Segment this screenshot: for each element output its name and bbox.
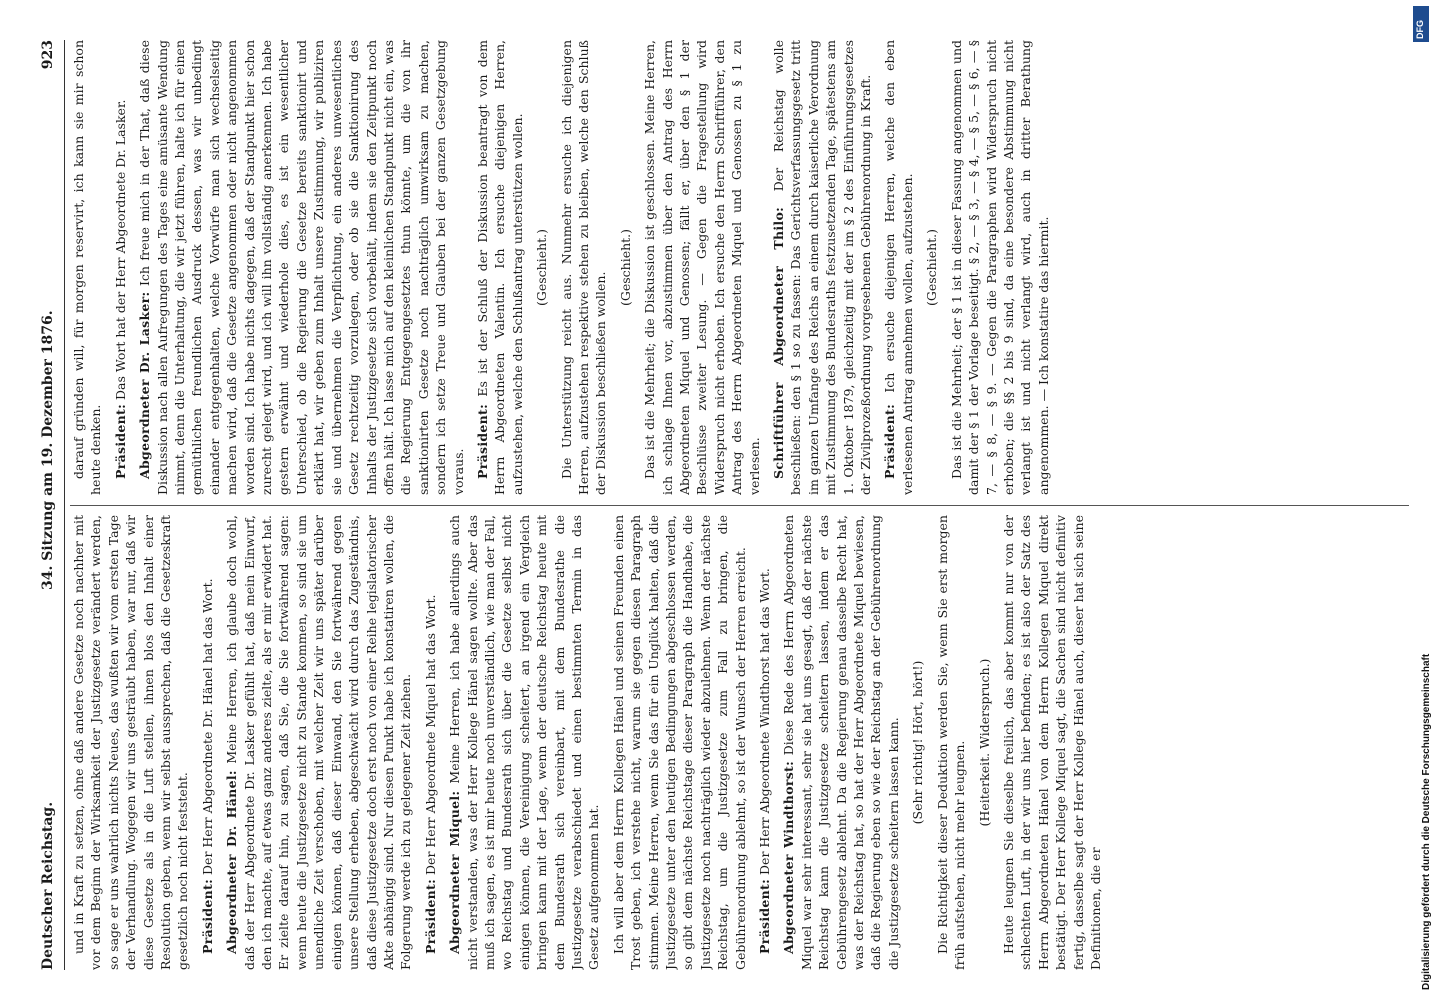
header-session: 34. Sitzung am 19. Dezember 1876. bbox=[40, 310, 56, 590]
paragraph-text: Der Herr Abgeordnete Miquel hat das Wort. bbox=[422, 594, 438, 875]
paragraph bbox=[558, 40, 610, 495]
paragraph bbox=[533, 40, 550, 495]
right-column bbox=[70, 40, 1420, 495]
speaker-label: Schriftführer Abgeordneter Thilo: bbox=[771, 206, 787, 479]
speaker-label: Präsident: bbox=[882, 403, 898, 479]
paragraph-text: Der Herr Abgeordnete Windthorst hat das Wort. bbox=[757, 568, 773, 875]
paragraph bbox=[976, 515, 993, 970]
paragraph-text: Die Richtigkeit dieser Deduktion werden Sie, wenn Sie erst morgen früh aufstehen, nicht mehr leugnen. bbox=[934, 515, 968, 970]
paragraph bbox=[610, 515, 749, 970]
paragraph bbox=[112, 40, 129, 495]
dfg-badge bbox=[1413, 6, 1429, 42]
digitization-footer bbox=[1409, 0, 1432, 1000]
left-column bbox=[70, 515, 1420, 970]
paragraph-text: (Geschieht.) bbox=[924, 228, 940, 307]
paragraph bbox=[446, 515, 603, 970]
paragraph-text: Meine Herren, ich habe allerdings auch nicht verstanden, was der Herr Kollege Hänel sagen wollte. Aber das muß ich sagen, es ist mir heute noch unverständlich, wie man der Fall, wo Reichstag und Bundesrath sich über die Gesetze selbst nicht einigen können, die Vereinigung scheitert, an irgend ein Vergleich bringen kann mit der Lage, wenn der deutsche Reichstag heute mit dem Bundesrath sich vereinbart, mit dem Bundesrathe die Justizgesetze verabschiedet und einen bestimmten Termin in das Gesetz aufgenommen hat. bbox=[447, 515, 602, 970]
speaker-label: Abgeordneter Dr. Hänel: bbox=[224, 770, 240, 954]
dfg-label: DFG bbox=[1415, 20, 1425, 39]
speaker-label: Präsident: bbox=[474, 403, 490, 479]
page-number: 923 bbox=[40, 40, 56, 70]
paragraph bbox=[909, 515, 926, 970]
speaker-label: Abgeordneter Windthorst: bbox=[781, 760, 797, 954]
paragraph bbox=[422, 515, 439, 970]
paragraph bbox=[1000, 515, 1104, 970]
paragraph bbox=[881, 40, 916, 495]
paragraph-text: Ich freue mich in der That, daß diese Diskussion nach allen Aufregungen des Tages eine amüsante Wendung nimmt, denn die Unterhaltung, die wir jetzt führen, halte ich für einen gemüthlichen freundlichen Ausdruck dessen, was wir unbedingt einander entgegenhalten, welche Vorwürfe man sich wechselseitig machen wird, daß die Gesetze angenommen oder nicht angenommen worden sind. Ich habe nichts dagegen, daß der Standpunkt hier schon zurecht gelegt wird, und ich will ihn vollständig anerkennen. Ich habe gestern erwähnt und wiederhole dies, es ist ein wesentlicher Unterschied, ob die Regierung die Gesetze bereits sanktionirt und erklärt hat, wir geben zum Inhalt unsere Zustimmung, wir publiziren sie und übernehmen die Verpflichtung, ein anderes unwesentliches Gesetz rechtzeitig vorzulegen, oder ob sie die Sanktionirung des Inhalts der Justizgesetze sich vorbehält, indem sie den Zeitpunkt noch offen hält. Ich lasse mich auf den kleinlichen Standpunkt nicht ein, was die Regierung Entgegengesetztes thun könnte, um die von ihr sanktionirten Gesetze noch nachträglich umwirksam zu machen, sondern ich setze Treue und Glauben bei der ganzen Gesetzgebung voraus. bbox=[137, 40, 466, 495]
paragraph bbox=[617, 40, 634, 495]
speaker-label: Präsident: bbox=[422, 878, 438, 954]
paragraph-text: Meine Herren, ich glaube doch wohl, daß der Herr Abgeordnete Dr. Lasker gefühlt hat, daß mein Einwurf, den ich machte, auf etwas ganz anderes zielte, als er mir erwidert hat. Er zielte darauf hin, zu sagen, daß Sie, die Sie fortwährend sagen: wenn heute die Justizgesetze nicht zu Stande kommen, so sind sie um unendliche Zeit verschoben, mit welcher Zeit wir uns später darüber einigen können, daß dieser Einwand, den Sie fortwährend gegen unsere Stellung erheben, abgeschwächt wird durch das Zugeständnis, daß diese Justizgesetze doch erst noch von einer Reihe legislatorischer Akte abhängig sind. Nur diesen Punkt habe ich konstatiren wollen, die Folgerung werde ich zu gelegener Zeit ziehen. bbox=[224, 515, 414, 970]
paragraph bbox=[923, 40, 940, 495]
paragraph-text: Diese Rede des Herrn Abgeordneten Miquel war sehr interessant, sehr sie hat uns gesagt, daß der nächste Reichstag kann die Justizgesetze scheitern lassen, indem er das Gebührengesetz ablehnt. Da die Regierung genau dasselbe Recht hat, was der Reichstag hat, so hat der Herr Abgeordnete Miquel bewiesen, daß die Regierung eben so wie der Reichstag an der Gebührenordnung die Justizgesetze scheitern lassen kann. bbox=[781, 515, 901, 970]
paragraph-text: Der Reichstag wolle beschließen: den § 1 so zu fassen: Das Gerichtsverfassungsgesetz tritt im ganzen Umfange des Reichs an einem durch kaiserliche Verordnung mit Zustimmung des Bundesraths festzusetzenden Tage, spätestens am 1. Oktober 1879, gleichzeitig mit der im § 2 des Einführungsgesetzes der Zivilprozeßordnung vorgesehenen Gebührenordnung in Kraft. bbox=[771, 40, 874, 495]
speaker-label: Abgeordneter Miquel: bbox=[447, 790, 463, 954]
header-title: Deutscher Reichstag. bbox=[40, 801, 56, 970]
paragraph-text: Der Herr Abgeordnete Dr. Hänel hat das Wort. bbox=[199, 578, 215, 875]
paragraph bbox=[948, 40, 1052, 495]
paragraph-text: Es ist der Schluß der Diskussion beantragt von dem Herrn Abgeordneten Valentin. Ich ersuche diejenigen Herren, aufzustehen, welche den Schlußantrag unterstützen wollen. bbox=[474, 40, 525, 495]
paragraph-text: Das ist die Mehrheit; der § 1 ist in dieser Fassung angenommen und damit der § 1 der Vorlage beseitigt. § 2, — § 3, — § 4, — § 5, — § 6, — § 7, — § 8, — § 9. — Gegen die Paragraphen wird Widerspruch nicht erhoben; die §§ 2 bis 9 sind, da eine besondere Abstimmung nicht verlangt ist und nicht verlangt wird, auch in dritter Berathung angenommen. — Ich konstatire das hiermit. bbox=[948, 40, 1051, 495]
paragraph-text: (Sehr richtig! Hört, hört!) bbox=[910, 660, 926, 825]
speaker-label: Präsident: bbox=[199, 878, 215, 954]
paragraph bbox=[770, 40, 874, 495]
paragraph-text: Das Wort hat der Herr Abgeordnete Dr. Lasker. bbox=[112, 99, 128, 400]
paragraph-text: und in Kraft zu setzen, ohne daß andere Gesetze noch nachher mit vor dem Beginn der Wirksamkeit der Justizgesetze verändert werden, so sage er uns wahrlich nichts Neues, das wußten wir vom ersten Tage der Verhandlung. Wogegen wir uns gesträubt haben, war nur, daß wir diese Gesetze als in die Luft stellen, ihnen blos den Inhalt einer Resolution geben, wenn wir selbst aussprechen, daß die Gesetzeskraft gesetzlich noch nicht feststeht. bbox=[71, 515, 191, 970]
page-header bbox=[40, 40, 64, 970]
paragraph bbox=[474, 40, 526, 495]
paragraph bbox=[934, 515, 969, 970]
paragraph-text: (Geschieht.) bbox=[617, 228, 633, 307]
paragraph bbox=[199, 515, 216, 970]
column-divider bbox=[70, 505, 1410, 506]
speaker-label: Präsident: bbox=[112, 403, 128, 479]
paragraph bbox=[780, 515, 902, 970]
paragraph-text: (Geschieht.) bbox=[534, 228, 550, 307]
paragraph bbox=[136, 40, 467, 495]
speaker-label: Präsident: bbox=[757, 878, 773, 954]
paragraph bbox=[70, 40, 105, 495]
paragraph-text: Ich ersuche diejenigen Herren, welche den eben verlesenen Antrag annehmen wollen, aufzustehen. bbox=[882, 40, 915, 495]
paragraph-text: (Heiterkeit. Widerspruch.) bbox=[976, 658, 992, 827]
paragraph-text: Das ist die Mehrheit; die Diskussion ist geschlossen. Meine Herren, ich schlage Ihnen vor, abzustimmen über den Antrag des Herrn Abgeordneten Miquel und Genossen; fällt er, über den § 1 der Beschlüsse zweiter Lesung. — Gegen die Fragestellung wird Widerspruch nicht erhoben. Ich ersuche den Herrn Schriftführer, den Antrag des Herrn Abgeordneten Miquel und Genossen zu § 1 zu verlesen. bbox=[642, 40, 762, 495]
paragraph bbox=[223, 515, 414, 970]
speaker-label: Abgeordneter Dr. Lasker: bbox=[137, 291, 153, 479]
digitization-note: Digitalisierung gefördert durch die Deutsche Forschungsgemeinschaft bbox=[1421, 653, 1432, 990]
paragraph-text: Ich will aber dem Herrn Kollegen Hänel und seinen Freunden einen Trost geben, ich verstehe nicht, warum sie gegen diesen Paragraph stimmen. Meine Herren, wenn Sie das für ein Unglück halten, daß die Justizgesetze unter den heutigen Bedingungen abgeschlossen werden, so gibt dem nächste Reichstage dieser Paragraph die Handhabe, die Justizgesetze noch nachträglich wieder abzulehnen. Wenn der nächste Reichstag, um die Justizgesetze zum Fall zu bringen, die Gebührenordnung ablehnt, so ist der Wunsch der Herren erreicht. bbox=[610, 515, 748, 970]
paragraph-text: darauf gründen will, für morgen reservirt, ich kann sie mir schon heute denken. bbox=[71, 40, 104, 495]
paragraph bbox=[756, 515, 773, 970]
paragraph-text: Die Unterstützung reicht aus. Nunmehr ersuche ich diejenigen Herren, aufzustehen respektive stehen zu bleiben, welche den Schluß der Diskussion beschließen wollen. bbox=[558, 40, 609, 495]
paragraph bbox=[70, 515, 192, 970]
header-rule bbox=[64, 40, 65, 970]
paragraph-text: Heute leugnen Sie dieselbe freilich, das aber kommt nur von der schlechten Luft, in der wir uns hier befinden; es ist also der Satz des Herrn Abgeordneten Hänel von dem Herrn Kollegen Miquel direkt bestätigt. Der Herr Kollege Miquel sagt, die Sachen sind nicht definitiv fertig, dasselbe sagt der Herr Kollege Hänel auch, dieser hat sich seine Definitionen, die er bbox=[1000, 515, 1103, 970]
paragraph bbox=[641, 40, 763, 495]
